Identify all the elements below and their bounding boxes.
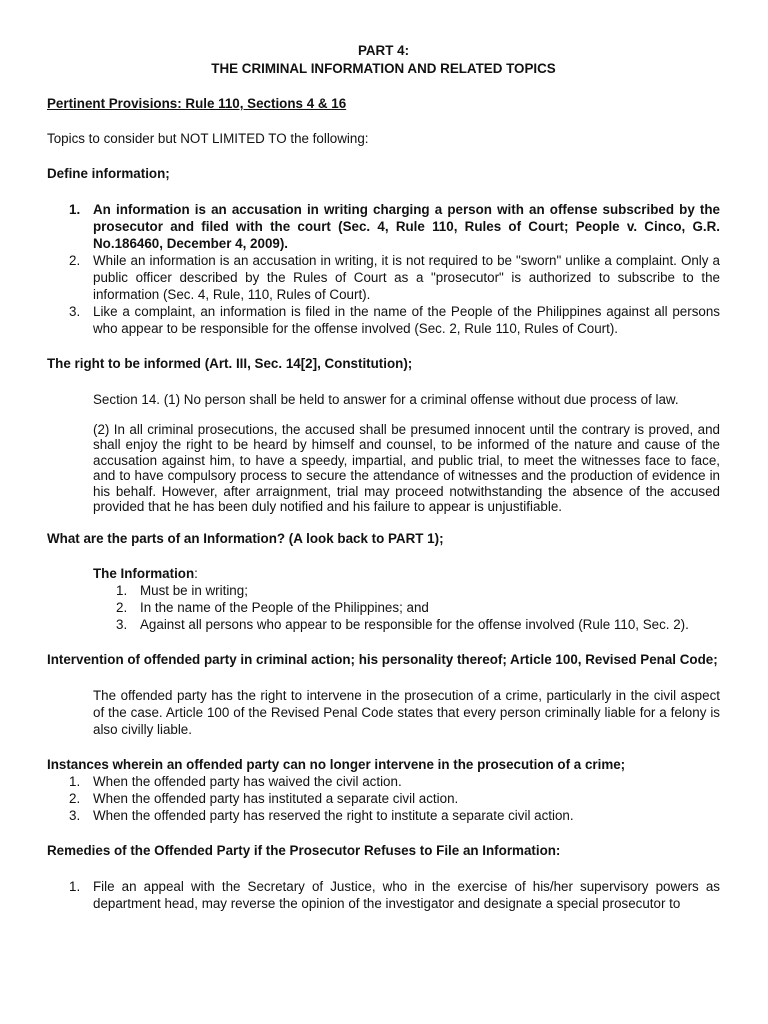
list-number: 1. <box>69 879 81 895</box>
list-item <box>69 303 720 337</box>
list-number: 1. <box>69 202 81 217</box>
list-text: When the offended party has waived the civil action. <box>93 774 402 790</box>
list-number: 3. <box>116 617 128 633</box>
list-text: When the offended party has reserved the right to institute a separate civil action. <box>93 808 574 824</box>
list-item <box>69 878 720 912</box>
list-text: Against all persons who appear to be responsible for the offense involved (Rule 110, Sec. 2). <box>140 617 689 633</box>
list-item <box>69 790 720 807</box>
part-number: PART 4: <box>357 43 410 58</box>
list-item <box>69 773 720 790</box>
list-item <box>69 201 720 252</box>
list-number: 3. <box>69 808 81 824</box>
list-number: 1. <box>116 583 128 599</box>
list-number: 2. <box>69 791 81 807</box>
instances-list <box>69 773 720 824</box>
define-list <box>69 201 720 337</box>
list-text: In the name of the People of the Philippines; and <box>140 600 429 616</box>
define-heading: Define information; <box>47 166 170 181</box>
list-text: An information is an accusation in writing charging a person with an offense subscribed by the prosecutor and filed with the court (Sec. 4, Rule 110, Rules of Court; People v. Cinco, G.R. No.186460, December 4, 2009). <box>93 202 720 251</box>
section-14-2: (2) In all criminal prosecutions, the accused shall be presumed innocent until the contrary is proved, and shall enjoy the right to be heard by himself and counsel, to be informed of the nature and cause of the accusation against him, to have a speedy, impartial, and public trial, to meet the witnesses face to face, and to have compulsory process to secure the attendance of witnesses and the production of evidence in his behalf. However, after arraignment, trial may proceed notwithstanding the absence of the accused provided that he has been duly notified and his failure to appear is unjustifiable. <box>93 422 720 515</box>
parts-list <box>116 582 720 633</box>
section-14-1: Section 14. (1) No person shall be held to answer for a criminal offense without due process of law. <box>93 392 679 407</box>
list-text: Must be in writing; <box>140 583 248 599</box>
remedies-list <box>69 878 720 912</box>
topics-intro: Topics to consider but NOT LIMITED TO the following: <box>47 131 369 146</box>
intervention-heading: Intervention of offended party in criminal action; his personality thereof; Article 100, Revised Penal Code; <box>47 652 718 668</box>
instances-heading: Instances wherein an offended party can no longer intervene in the prosecution of a crime; <box>47 757 626 773</box>
right-heading: The right to be informed (Art. III, Sec. 14[2], Constitution); <box>47 356 413 371</box>
list-item <box>116 616 720 633</box>
list-number: 3. <box>69 304 81 319</box>
list-item <box>116 599 720 616</box>
list-text: File an appeal with the Secretary of Justice, who in the exercise of his/her supervisory powers as department head, may reverse the opinion of the investigator and designate a special prosecutor to <box>93 879 720 912</box>
list-text: While an information is an accusation in writing, it is not required to be "sworn" unlike a complaint. Only a public officer described by the Rules of Court as a "prosecutor" is authorized to subscribe to the information (Sec. 4, Rule, 110, Rules of Court). <box>93 253 720 302</box>
list-text: Like a complaint, an information is filed in the name of the People of the Philippines against all persons who appear to be responsible for the offense involved (Sec. 2, Rule 110, Rules of Court). <box>93 304 720 336</box>
parts-subheading <box>93 565 720 582</box>
parts-subheading-colon: : <box>194 566 198 582</box>
page-title: THE CRIMINAL INFORMATION AND RELATED TOPICS <box>211 61 556 76</box>
list-number: 1. <box>69 774 81 790</box>
list-item <box>69 252 720 303</box>
list-item <box>69 807 720 824</box>
intervention-body: The offended party has the right to intervene in the prosecution of a crime, particularly in the civil aspect of the case. Article 100 of the Revised Penal Code states that every person criminally liable for a felony is also civilly liable. <box>93 688 720 738</box>
list-number: 2. <box>69 253 81 268</box>
list-text: When the offended party has instituted a separate civil action. <box>93 791 459 807</box>
parts-subheading-label: The Information <box>93 566 195 582</box>
remedies-heading: Remedies of the Offended Party if the Prosecutor Refuses to File an Information: <box>47 843 561 859</box>
parts-heading: What are the parts of an Information? (A look back to PART 1); <box>47 531 444 547</box>
list-number: 2. <box>116 600 128 616</box>
pertinent-provisions: Pertinent Provisions: Rule 110, Sections 4 & 16 <box>47 96 347 111</box>
list-item <box>116 582 720 599</box>
